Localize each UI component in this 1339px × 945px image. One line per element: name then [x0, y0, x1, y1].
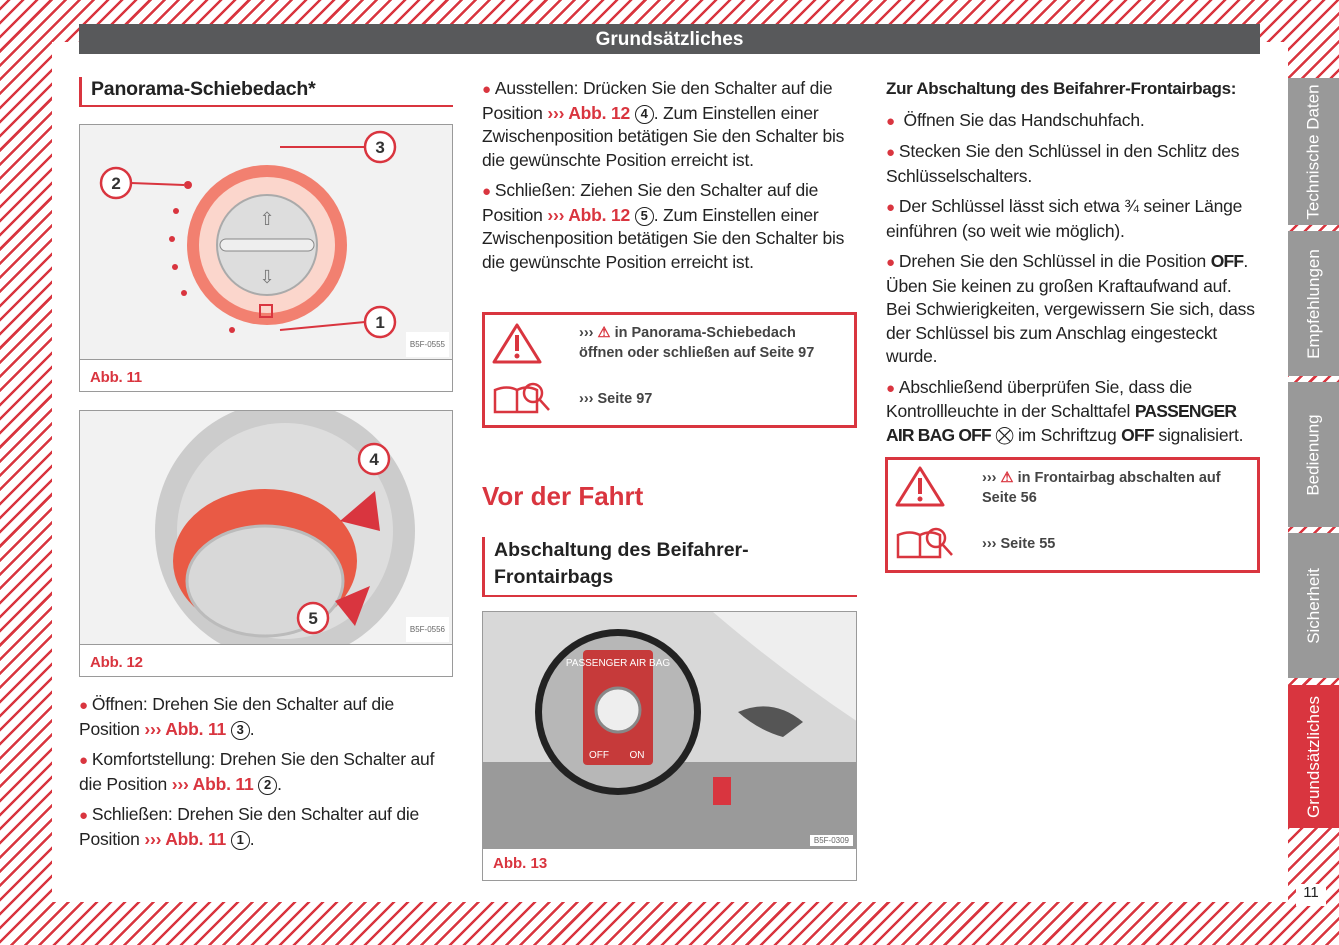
tab-sicherheit[interactable]: Sicherheit — [1288, 533, 1339, 678]
list-item: ● Drehen Sie den Schlüssel in die Position OFF. Üben Sie keinen zu großen Kraftaufwand auf. Bei Schwierigkeiten, vergewissern Sie sich, dass der Schlüssel bis zum Anschlag eingesteckt wurde. — [886, 251, 1255, 366]
figure-code: B5F-0556 — [406, 617, 449, 643]
figure-code: B5F-0309 — [810, 835, 853, 846]
tab-grundsaetzliches[interactable]: Grundsätzliches — [1288, 685, 1339, 828]
section-title: Vor der Fahrt — [482, 481, 644, 511]
warning-box: ››› ⚠ in Panorama-Schiebedach öffnen oder schließen auf Seite 97 ››› Seite 97 — [482, 312, 857, 428]
list-item: ● Ausstellen: Drücken Sie den Schalter auf die Position ››› Abb. 12 4 . Zum Einstellen einer Zwischenposition betätigen Sie den Schalter bis die gewünschte Position erreicht ist. — [482, 78, 845, 170]
column-1 — [79, 77, 453, 858]
list-item: ● Der Schlüssel lässt sich etwa ¾ seiner Länge einführen (so weit wie möglich). — [886, 196, 1243, 241]
warning-small-icon: ⚠ — [1000, 470, 1014, 486]
svg-text:⇩: ⇩ — [259, 267, 275, 287]
page-number: 11 — [1296, 884, 1326, 906]
airbag-off-symbol-icon: ⛒ — [995, 424, 1014, 445]
warning-triangle-icon — [494, 325, 540, 362]
airbag-on-label: ON — [629, 750, 645, 761]
warning-small-icon: ⚠ — [597, 325, 611, 341]
manual-search-icon — [898, 529, 952, 557]
figure-11-image — [79, 124, 453, 360]
subheading: Abschaltung des Beifahrer-Frontairbags — [482, 537, 857, 597]
figure-link[interactable]: ››› Abb. 11 — [144, 718, 227, 739]
callout-2: 2 — [111, 174, 121, 193]
list-item: ● Öffnen Sie das Handschuhfach. — [886, 109, 1145, 130]
list-item: ● Komfortstellung: Drehen Sie den Schalter auf die Position ››› Abb. 11 2 . — [79, 749, 435, 794]
warning-link[interactable]: in Panorama-Schiebedach öffnen oder schließen auf Seite 97 — [579, 325, 815, 361]
tab-technische-daten[interactable]: Technische Daten — [1288, 78, 1339, 225]
instructions-heading: Zur Abschaltung des Beifahrer-Frontairbags: — [886, 79, 1237, 98]
figure-link[interactable]: ››› Abb. 12 — [547, 102, 631, 123]
section-heading: Panorama-Schiebedach* — [79, 77, 453, 107]
manual-search-icon — [495, 384, 549, 412]
figure-12-caption: Abb. 12 — [79, 645, 453, 677]
column-3 — [886, 77, 1260, 454]
figure-link[interactable]: ››› Abb. 11 — [171, 773, 254, 794]
list-item: ● Abschließend überprüfen Sie, dass die Kontrollleuchte in der Schalttafel PASSENGER AIR BAG OFF ⛒ im Schriftzug OFF signalisiert. — [886, 376, 1244, 445]
list-item: ● Schließen: Drehen Sie den Schalter auf die Position ››› Abb. 11 1 . — [79, 804, 420, 849]
svg-text:⇧: ⇧ — [259, 209, 275, 229]
airbag-off-label: OFF — [589, 750, 609, 761]
callout-4: 4 — [369, 450, 379, 469]
tab-empfehlungen[interactable]: Empfehlungen — [1288, 231, 1339, 376]
list-item: ● Schließen: Ziehen Sie den Schalter auf die Position ››› Abb. 12 5 . Zum Einstellen einer Zwischenposition betätigen Sie den Schalter bis die gewünschte Position erreicht ist. — [482, 180, 845, 272]
list-item: ● Stecken Sie den Schlüssel in den Schlitz des Schlüsselschalters. — [886, 141, 1240, 186]
figure-13-caption: Abb. 13 — [482, 849, 857, 881]
figure-code: B5F-0555 — [406, 332, 449, 358]
figure-link[interactable]: ››› Abb. 11 — [144, 828, 227, 849]
callout-5: 5 — [308, 609, 318, 628]
page-reference-link[interactable]: ››› Seite 55 — [982, 536, 1056, 552]
figure-12-image — [79, 410, 453, 645]
tab-bedienung[interactable]: Bedienung — [1288, 382, 1339, 527]
warning-triangle-icon — [897, 468, 943, 505]
callout-1: 1 — [375, 313, 385, 332]
list-item: ● Öffnen: Drehen Sie den Schalter auf die Position ››› Abb. 11 3 . — [79, 694, 395, 739]
figure-11-caption: Abb. 11 — [79, 360, 453, 392]
figure-13-image — [482, 611, 857, 849]
page-reference-link[interactable]: ››› Seite 97 — [579, 391, 653, 407]
airbag-label: PASSENGER AIR BAG — [565, 658, 671, 669]
chapter-header: Grundsätzliches — [79, 24, 1260, 54]
warning-link[interactable]: in Frontairbag abschalten auf Seite 56 — [982, 470, 1221, 506]
warning-box: ››› ⚠ in Frontairbag abschalten auf Seite 56 ››› Seite 55 — [885, 457, 1260, 573]
callout-3: 3 — [375, 138, 385, 157]
figure-link[interactable]: ››› Abb. 12 — [547, 204, 631, 225]
column-2 — [482, 77, 857, 281]
